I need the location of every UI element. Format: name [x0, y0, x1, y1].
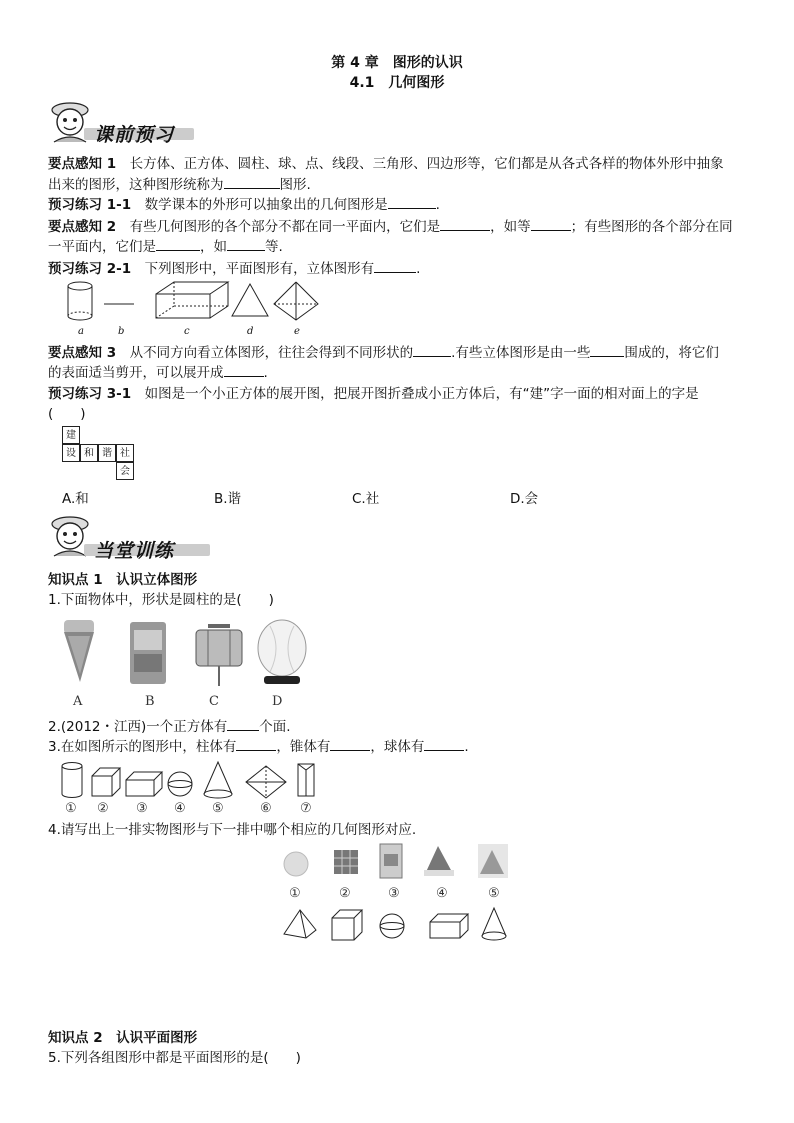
q3-label: ⑥ — [260, 801, 272, 816]
q3-shapes — [58, 760, 328, 802]
box-photo — [380, 844, 402, 878]
q3-label: ⑦ — [300, 801, 312, 816]
knowledge-point-2-title: 知识点 2 认识平面图形 — [48, 1030, 198, 1046]
rubik-cube-photo — [334, 850, 358, 874]
triangle-shape — [232, 284, 268, 316]
exercise-2-1: 预习练习 2-1 下列图形中，平面图形有，立体图形有 . — [48, 258, 748, 279]
answer-blank[interactable] — [156, 236, 200, 251]
prism-shape — [298, 764, 314, 796]
q4-label: ⑤ — [488, 886, 500, 901]
q4-shapes — [282, 908, 522, 942]
cylinder-shape — [62, 763, 82, 798]
cuboid-shape — [126, 772, 162, 796]
option-d[interactable]: D.会 — [510, 491, 539, 507]
q3-label: ③ — [136, 801, 148, 816]
question-4: 4.请写出上一排实物图形与下一排中哪个相应的几何图形对应. — [48, 822, 417, 838]
ball-photo — [284, 852, 308, 876]
classwork-banner-text: 当堂训练 — [94, 540, 175, 562]
q4-label: ④ — [436, 886, 448, 901]
shapes-row-a-e — [60, 280, 320, 330]
ice-cream-cone-photo — [64, 620, 94, 682]
sphere-shape — [380, 914, 404, 938]
q3-label: ② — [97, 801, 109, 816]
pyramid-shape — [274, 282, 318, 320]
cone-shape — [204, 762, 232, 798]
cube-shape — [332, 910, 362, 940]
pyramid-shape — [284, 910, 316, 938]
section-title: 4.1 几何图形 — [349, 75, 445, 91]
chapter-title: 第 4 章 图形的认识 — [331, 55, 463, 71]
point-2-line1: 要点感知 2 有些几何图形的各个部分不都在同一平面内，它们是 ，如等 ；有些图形的各个部分在同 — [48, 216, 748, 237]
lamp-photo — [258, 620, 306, 684]
exercise-3-1-paren: ( ) — [48, 406, 86, 422]
question-5: 5.下列各组图形中都是平面图形的是( ) — [48, 1050, 301, 1066]
answer-blank[interactable] — [224, 174, 280, 189]
cube-net — [62, 426, 142, 486]
sphere-shape — [168, 772, 192, 796]
answer-blank[interactable] — [224, 362, 264, 377]
answer-blank[interactable] — [440, 216, 490, 231]
point-3-line2: 的表面适当剪开，可以展开成 . — [48, 362, 748, 383]
cuboid-shape — [430, 914, 468, 938]
cylinder-shape — [68, 282, 92, 320]
answer-blank[interactable] — [424, 736, 464, 751]
answer-blank[interactable] — [330, 736, 370, 751]
net-cell: 和 — [80, 444, 98, 462]
cuboid-shape — [156, 282, 228, 318]
question-1: 1.下面物体中，形状是圆柱的是( ) — [48, 592, 274, 608]
photo-label: A — [73, 694, 83, 709]
net-cell: 建 — [62, 426, 80, 444]
photo-label: D — [272, 694, 283, 709]
net-cell: 会 — [116, 462, 134, 480]
q3-label: ① — [65, 801, 77, 816]
question-3: 3.在如图所示的图形中，柱体有 ，锥体有 ，球体有 . — [48, 736, 748, 757]
q4-label: ① — [289, 886, 301, 901]
knowledge-point-1-title: 知识点 1 认识立体图形 — [48, 572, 198, 588]
point-3-line1: 要点感知 3 从不同方向看立体图形，往往会得到不同形状的 .有些立体图形是由一些 围成的，将它们 — [48, 342, 748, 363]
point-1-line1: 要点感知 1 长方体、正方体、圆柱、球、点、线段、三角形、四边形等，它们都是从各式各样的物体外形中抽象 — [48, 156, 724, 172]
option-a[interactable]: A.和 — [62, 491, 89, 507]
q4-label: ③ — [388, 886, 400, 901]
net-cell: 设 — [62, 444, 80, 462]
answer-blank[interactable] — [531, 216, 571, 231]
answer-blank[interactable] — [227, 236, 265, 251]
classwork-banner — [46, 512, 196, 560]
option-b[interactable]: B.谐 — [214, 491, 242, 507]
shape-label: a — [78, 326, 84, 337]
exercise-3-1: 预习练习 3-1 如图是一个小正方体的展开图，把展开图折叠成小正方体后，有“建”字一面的相对面上的字是 — [48, 386, 699, 402]
answer-blank[interactable] — [413, 342, 451, 357]
q1-photos — [58, 618, 308, 690]
photo-label: C — [209, 694, 219, 709]
shape-label: b — [118, 326, 125, 337]
shape-label: e — [294, 326, 300, 337]
answer-blank[interactable] — [227, 716, 259, 731]
q4-photos — [282, 842, 522, 882]
photo-label: B — [145, 694, 155, 709]
double-pyramid-shape — [246, 766, 286, 798]
answer-blank[interactable] — [388, 194, 436, 209]
point-2-line2: 一平面内，它们是 ，如 等. — [48, 236, 748, 257]
pyramid-photo — [478, 844, 508, 878]
exercise-1-1: 预习练习 1-1 数学课本的外形可以抽象出的几何图形是 . — [48, 194, 748, 215]
answer-blank[interactable] — [590, 342, 624, 357]
net-cell: 谐 — [98, 444, 116, 462]
lantern-photo — [196, 624, 242, 686]
question-2: 2.(2012・江西)一个正方体有 个面. — [48, 716, 748, 737]
hat-photo — [424, 846, 454, 876]
preview-banner — [46, 98, 196, 146]
q4-label: ② — [339, 886, 351, 901]
option-c[interactable]: C.社 — [352, 491, 380, 507]
net-cell: 社 — [116, 444, 134, 462]
cone-shape — [482, 908, 506, 940]
cube-shape — [92, 768, 120, 796]
can-photo — [130, 622, 166, 684]
shape-label: c — [184, 326, 190, 337]
point-1-line2: 出来的图形，这种图形统称为 图形. — [48, 174, 748, 195]
preview-banner-text: 课前预习 — [94, 124, 175, 146]
q3-label: ④ — [174, 801, 186, 816]
answer-blank[interactable] — [236, 736, 276, 751]
shape-label: d — [247, 326, 254, 337]
answer-blank[interactable] — [374, 258, 416, 273]
q3-label: ⑤ — [212, 801, 224, 816]
